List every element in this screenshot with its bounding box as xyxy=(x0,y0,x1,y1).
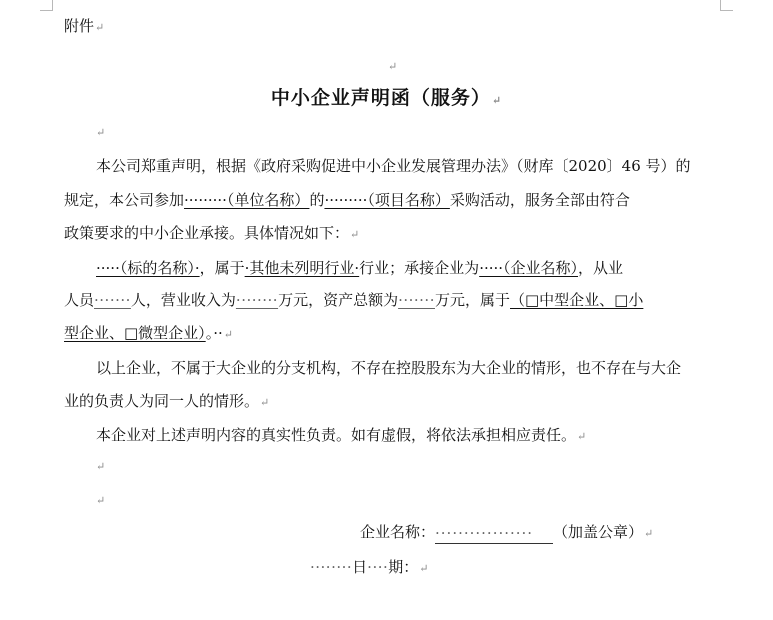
assets-blank: ······· xyxy=(398,291,435,309)
paragraph-mark-icon: ↵ xyxy=(96,460,106,473)
attachment-line xyxy=(64,16,715,38)
paragraph-mark-icon: ↵ xyxy=(96,494,106,507)
para2-text: 行业；承接企业为 xyxy=(359,259,480,277)
company-name-fill: ················· xyxy=(435,523,553,544)
item-name-blank: ·····（标的名称）· xyxy=(96,259,200,277)
para2-line1 xyxy=(96,258,715,278)
para2-text: 。·· xyxy=(205,324,223,342)
para3-line2 xyxy=(64,391,715,413)
paragraph-mark-icon: ↵ xyxy=(223,328,233,341)
company-name-label: 企业名称： xyxy=(360,523,436,541)
para3-text: 以上企业，不属于大企业的分支机构，不存在控股股东为大企业的情形，也不存在与大企 xyxy=(96,359,682,377)
para4-line xyxy=(96,425,715,447)
paragraph-mark-icon: ↵ xyxy=(644,527,654,540)
paragraph-mark-icon: ↵ xyxy=(350,228,360,241)
para2-text: 万元，资产总额为 xyxy=(278,291,399,309)
para2-line2 xyxy=(64,290,715,310)
para1-text: 采购活动，服务全部由符合 xyxy=(449,191,630,209)
para1-text: 政策要求的中小企业承接。具体情况如下： xyxy=(64,224,350,242)
paragraph-mark-icon: ↵ xyxy=(388,60,398,73)
date-label-part: 期： xyxy=(388,558,419,576)
paragraph-mark-icon: ↵ xyxy=(95,21,105,34)
industry-blank: ·其他未列明行业· xyxy=(244,259,360,277)
attachment-label: 附件 xyxy=(64,17,95,35)
paragraph-mark-icon: ↵ xyxy=(577,430,587,443)
para2-line3 xyxy=(64,323,715,345)
para2-text: 人员 xyxy=(64,291,95,309)
para3-text: 业的负责人为同一人的情形。 xyxy=(64,392,260,410)
para2-text: ，属于 xyxy=(199,259,245,277)
stamp-note: （加盖公章） xyxy=(553,523,644,541)
para1-line1 xyxy=(96,156,715,176)
para2-text: ，从业 xyxy=(578,259,624,277)
para4-text: 本企业对上述声明内容的真实性负责。如有虚假，将依法承担相应责任。 xyxy=(96,426,577,444)
date-dots: ···· xyxy=(367,558,389,576)
revenue-blank: ········ xyxy=(235,291,279,309)
date-label-part: 日 xyxy=(352,558,368,576)
para1-line2 xyxy=(64,190,715,210)
company-name-blank: ·····（企业名称） xyxy=(479,259,579,277)
paragraph-mark-icon: ↵ xyxy=(260,396,270,409)
para3-line1 xyxy=(96,358,715,378)
date-line xyxy=(310,557,428,579)
para2-text: 万元，属于 xyxy=(434,291,510,309)
page-corner-mark-left xyxy=(40,0,53,11)
project-name-blank: ·········（项目名称） xyxy=(324,191,450,209)
staff-count-blank: ······· xyxy=(94,291,131,309)
paragraph-mark-icon: ↵ xyxy=(491,94,503,107)
title-text: 中小企业声明函（服务） xyxy=(270,87,491,109)
paragraph-mark-icon: ↵ xyxy=(96,126,106,139)
para1-text: 本公司郑重声明，根据《政府采购促进中小企业发展管理办法》（财库〔2020〕46 号）的 xyxy=(96,157,691,175)
unit-name-blank: ·········（单位名称） xyxy=(184,191,310,209)
para1-text: 规定，本公司参加 xyxy=(64,191,185,209)
para1-line3 xyxy=(64,223,715,245)
page-corner-mark-right xyxy=(720,0,733,11)
enterprise-size-options-cont: 型企业、□微型企业） xyxy=(64,324,206,342)
enterprise-size-options: （□中型企业、□小 xyxy=(510,291,644,309)
company-signature-line xyxy=(360,522,653,544)
para1-text: 的 xyxy=(309,191,325,209)
page-title xyxy=(0,86,773,113)
para2-text: 人，营业收入为 xyxy=(130,291,236,309)
paragraph-mark-icon: ↵ xyxy=(419,562,429,575)
date-dots: ········ xyxy=(310,558,353,576)
